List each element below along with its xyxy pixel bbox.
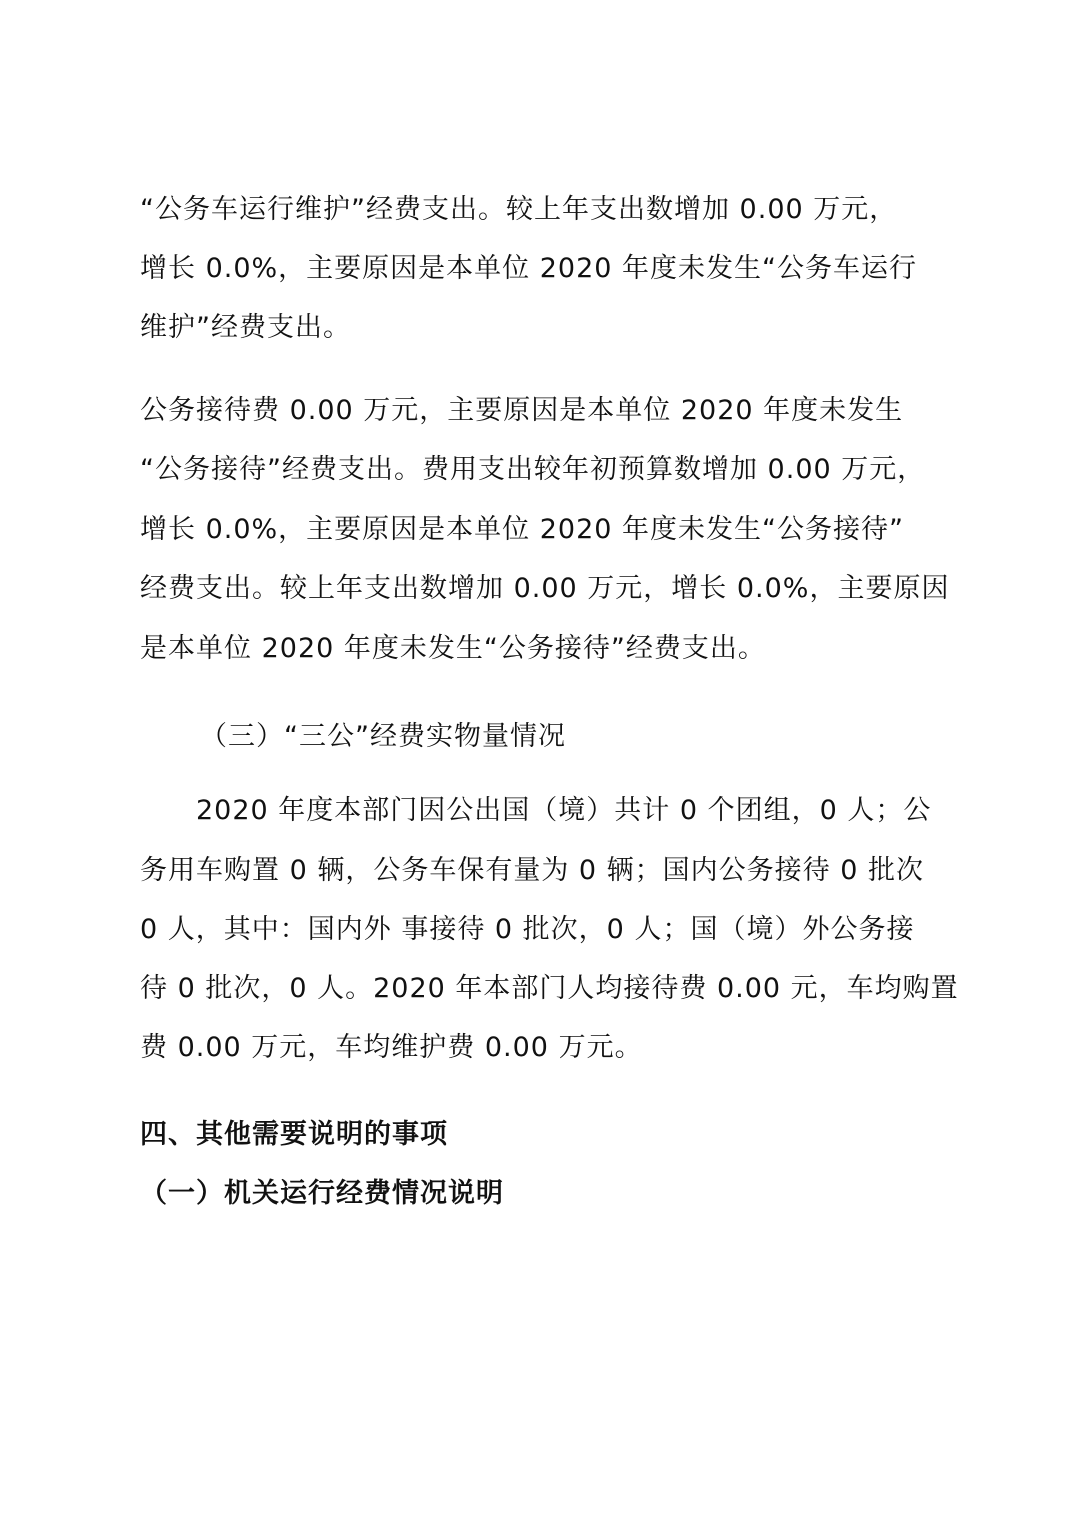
subsection-heading: （一）机关运行经费情况说明 (140, 1178, 504, 1209)
text-line: 增长 0.0%，主要原因是本单位 2020 年度未发生“公务车运行 (140, 253, 918, 284)
text-line: “公务车运行维护”经费支出。较上年支出数增加 0.00 万元， (140, 194, 898, 225)
text-line: 是本单位 2020 年度未发生“公务接待”经费支出。 (140, 633, 766, 664)
text-line: 增长 0.0%，主要原因是本单位 2020 年度未发生“公务接待” (140, 514, 905, 545)
text-line: 务用车购置 0 辆，公务车保有量为 0 辆；国内公务接待 0 批次 (140, 855, 925, 886)
text-line: 2020 年度本部门因公出国（境）共计 0 个团组，0 人；公 (196, 795, 932, 826)
text-line: 经费支出。较上年支出数增加 0.00 万元，增长 0.0%，主要原因 (140, 573, 950, 604)
text-line: 0 人，其中：国内外 事接待 0 批次，0 人；国（境）外公务接 (140, 914, 915, 945)
text-line: 公务接待费 0.00 万元，主要原因是本单位 2020 年度未发生 (140, 395, 904, 426)
text-line: 维护”经费支出。 (140, 312, 351, 343)
text-line: 待 0 批次，0 人。2020 年本部门人均接待费 0.00 元，车均购置 (140, 973, 959, 1004)
section-heading: 四、其他需要说明的事项 (140, 1119, 448, 1150)
subsection-heading: （三）“三公”经费实物量情况 (200, 721, 566, 752)
text-line: 费 0.00 万元，车均维护费 0.00 万元。 (140, 1032, 643, 1063)
text-line: “公务接待”经费支出。费用支出较年初预算数增加 0.00 万元， (140, 454, 926, 485)
